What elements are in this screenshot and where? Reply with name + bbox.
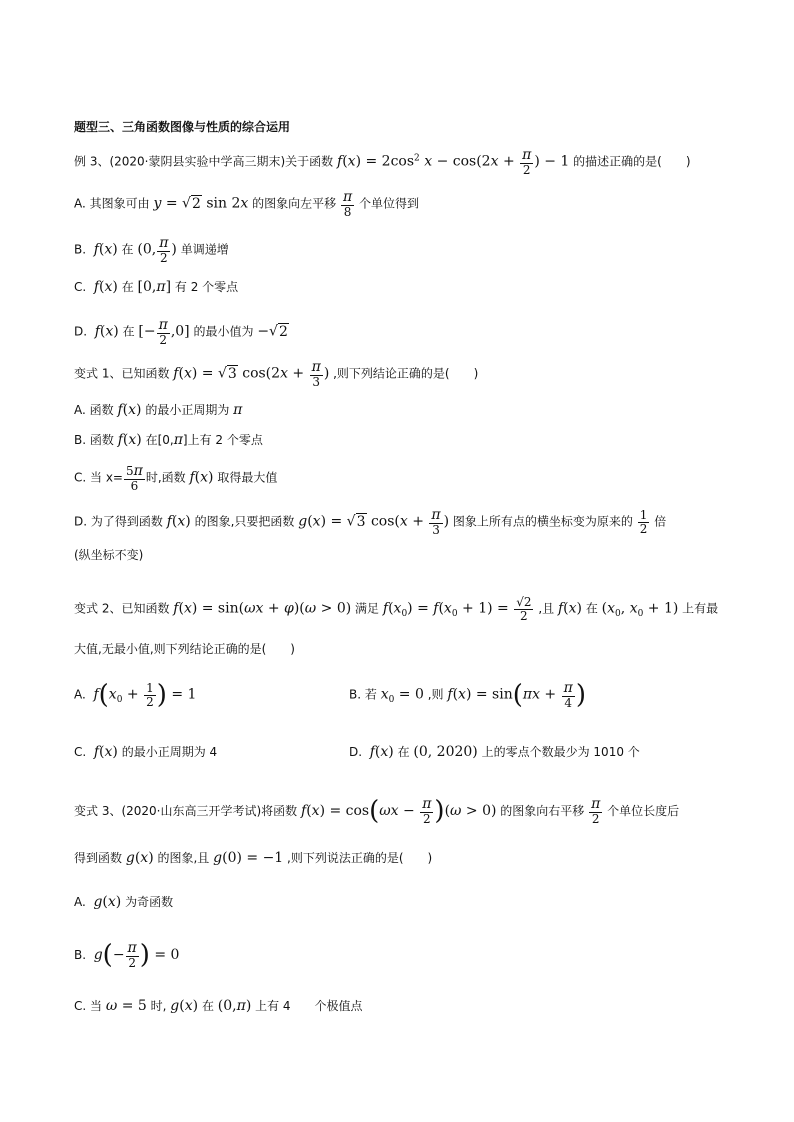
variant-3-stem-cont: 得到函数 g(x) 的图象,且 g(0) = −1 ,则下列说法正确的是( ) [74,850,433,866]
variant-3-stem: 变式 3、(2020·山东高三开学考试)将函数 f(x) = cos(ωx − $\frac{\pi}{2}$ )(ω > 0) 的图象向右平移 $\frac{\pi}{2}$ 个单位长度后 [74,796,680,827]
example-3-stem: 例 3、(2020·蒙阴县实验中学高三期末)关于函数 $f(x) = 2\cos^2$ x − cos(2x + $\frac{\pi}{2}$ ) − 1 的描述正确的是( ) [74,147,691,177]
example-3-option-b: B. f(x) 在 (0, $\frac{\pi}{2}$ ) 单调递增 [74,235,229,265]
example-3-option-a: A. 其图象可由 y = √2 sin 2x 的图象向左平移 $\frac{\pi}{8}$ 个单位得到 [74,189,419,219]
variant-3-option-c: C. 当 ω = 5 时, g(x) 在 (0,π) 上有 4 个极值点 [74,998,363,1014]
variant-1-option-d: D. 为了得到函数 f(x) 的图象,只要把函数 g(x) = √3 cos(x + $\frac{\pi}{3}$ ) 图象上所有点的横坐标变为原来的 $\frac{1}{2}$ 倍 [74,507,667,537]
variant-3-option-a: A. g(x) 为奇函数 [74,894,174,910]
variant-2-stem: 变式 2、已知函数 f(x) = sin(ωx + φ)(ω > 0) 满足 $f(x_0) = f(x_0 + 1)$ = $\frac{√2}{2}$ ,且 f(x) 在 ($x_0$, $x_0 + 1$) 上有最 [74,595,719,623]
variant-2-stem-cont: 大值,无最小值,则下列结论正确的是( ) [74,642,295,656]
section-title: 题型三、三角函数图像与性质的综合运用 [74,120,291,134]
variant-2-option-d: D. f(x) 在 (0, 2020) 上的零点个数最少为 1010 个 [349,744,640,760]
variant-1-option-c: C. 当 x= $\frac{5\pi}{6}$ 时,函数 f(x) 取得最大值 [74,463,278,493]
variant-3-option-b: B. g(− $\frac{\pi}{2}$ ) = 0 [74,940,180,971]
variant-2-option-a: A. $f(x_0$ + $\frac{1}{2}$ ) = 1 [74,680,197,710]
variant-2-option-b: B. 若 $x_0 = 0$ ,则 f(x) = sin(πx + $\frac{\pi}{4}$ ) [349,679,586,710]
example-3-option-c: C. f(x) 在 [0,π] 有 2 个零点 [74,279,239,295]
variant-1-option-a: A. 函数 f(x) 的最小正周期为 π [74,402,243,418]
variant-2-option-c: C. f(x) 的最小正周期为 4 [74,744,218,760]
variant-1-stem: 变式 1、已知函数 f(x) = √3 cos(2x + $\frac{\pi}{3}$ ) ,则下列结论正确的是( ) [74,359,479,389]
variant-1-option-d-cont: (纵坐标不变) [74,548,144,562]
example-3-option-d: D. f(x) 在 [− $\frac{\pi}{2}$ ,0] 的最小值为 −√2 [74,317,288,347]
variant-1-option-b: B. 函数 f(x) 在[0,π]上有 2 个零点 [74,432,263,448]
